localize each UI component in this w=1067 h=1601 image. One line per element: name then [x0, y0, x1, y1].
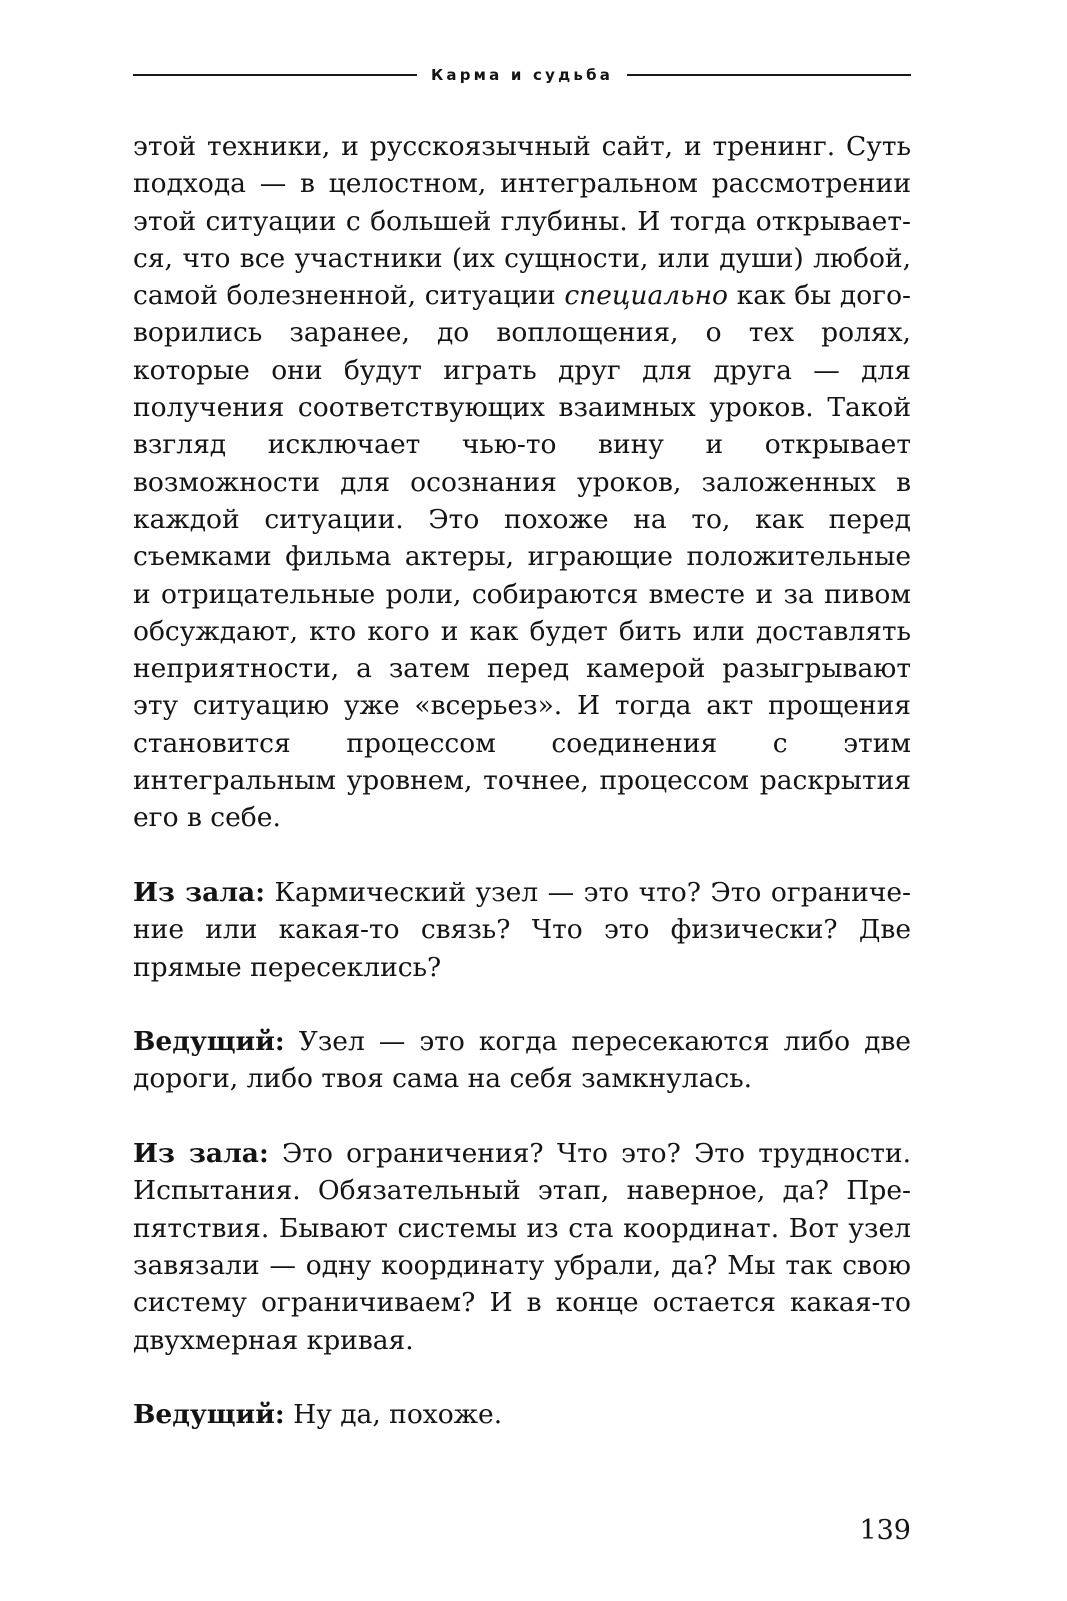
speaker-label: Ведущий: [133, 1026, 285, 1058]
paragraph-2-text: Кармический узел — это что? Это ограничение или какая-то связь? Что это физически? Две прямые пересеклись? [133, 876, 911, 983]
paragraph-4 [133, 1135, 911, 1359]
paragraph-1-text-before: этой техники, и русскоязычный сайт, и тренинг. Суть подхода — в целостном, интегральном рассмотрении этой ситуации с большей глубины. И тогда открывается, что все участники (их сущности, или души) любой, самой болезненной, ситуации [133, 131, 911, 312]
body-text [133, 128, 911, 1433]
paragraph-1 [133, 128, 911, 837]
speaker-label: Ведущий: [133, 1399, 285, 1431]
paragraph-4-text: Это ограничения? Что это? Это трудности. Испытания. Обязательный этап, наверное, да? Препятствия. Бывают системы из ста координат. Вот узел завязали — одну координату убрали, да? Мы так свою систему ограничиваем? И в конце остается какая-то двухмерная кривая. [133, 1138, 911, 1356]
left-rule [133, 74, 417, 76]
paragraph-5 [133, 1396, 911, 1433]
right-rule [627, 74, 911, 76]
running-head-title: Карма и судьба [430, 66, 614, 84]
running-head [133, 62, 911, 88]
paragraph-3 [133, 1023, 911, 1098]
emphasis-word: специально [564, 280, 728, 312]
speaker-label: Из зала: [133, 876, 265, 908]
paragraph-2 [133, 874, 911, 986]
speaker-label: Из зала: [133, 1138, 269, 1170]
paragraph-5-text: Ну да, похоже. [284, 1399, 503, 1431]
page-number: 139 [859, 1515, 911, 1546]
paragraph-1-text-after: как бы договорились заранее, до воплощения, о тех ролях, которые они будут играть друг для друга — для получения соответствующих взаимных уроков. Такой взгляд исключает чью-то вину и открывает возможности для осознания уроков, заложенных в каждой ситуации. Это похоже на то, как перед съемками фильма актеры, играющие положительные и отрицательные роли, собираются вместе и за пивом обсуждают, кто кого и как будет бить или доставлять неприятности, а затем перед камерой разыгрывают эту ситуацию уже «всерьез». И тогда акт прощения становится процессом соединения с этим интегральным уровнем, точнее, процессом раскрытия его в себе. [133, 280, 911, 834]
paragraph-3-text: Узел — это когда пересекаются либо две дороги, либо твоя сама на себя замкнулась. [133, 1026, 911, 1095]
